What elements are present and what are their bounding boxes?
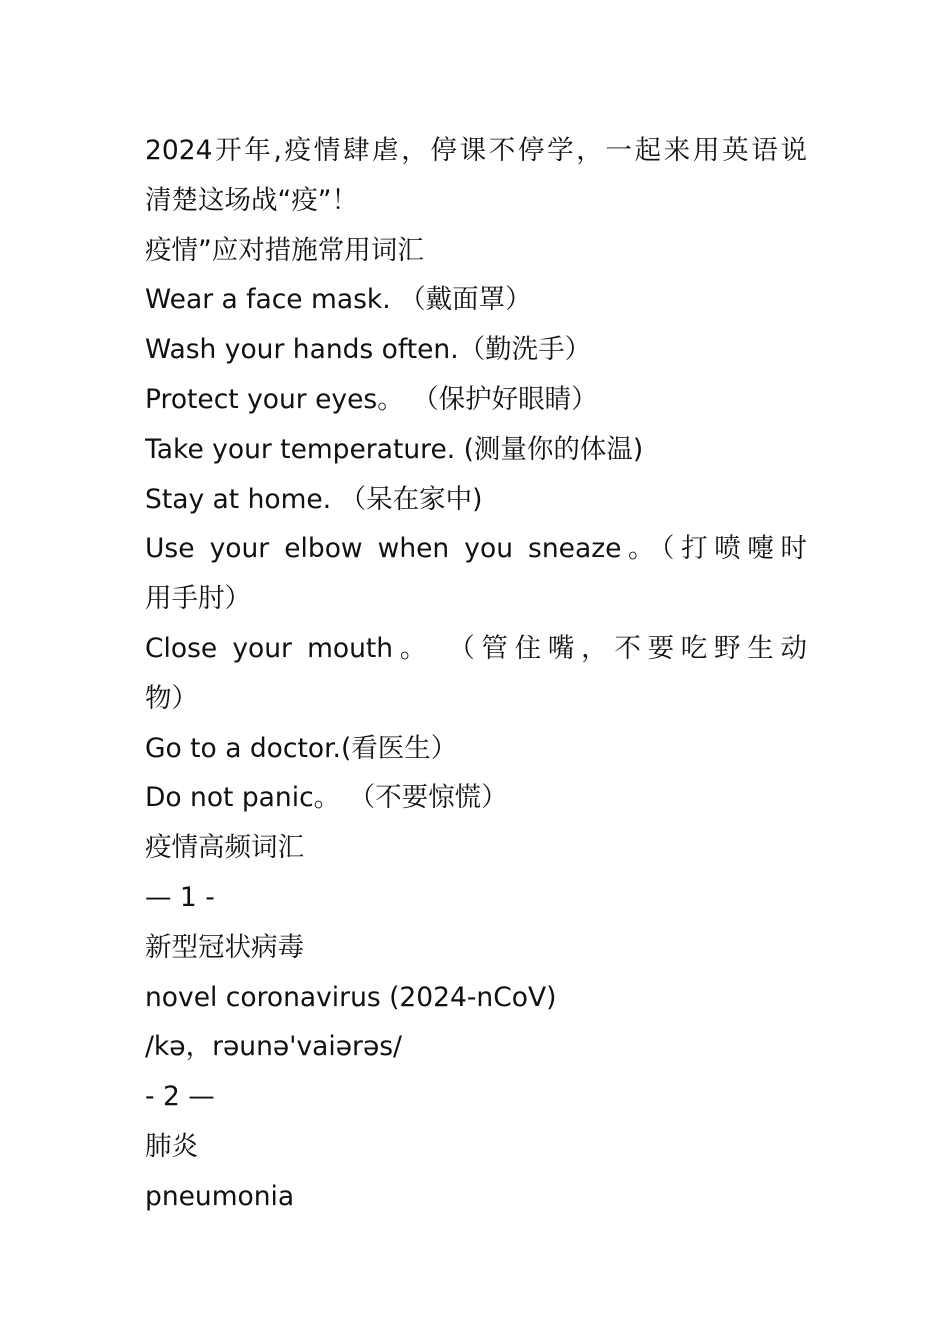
measure-elbow-line-1: Use your elbow when you sneaze。（打喷嚏时 xyxy=(145,533,807,565)
term-chinese-pneumonia: 肺炎 xyxy=(145,1130,198,1162)
term-english-coronavirus: novel coronavirus (2024-nCoV) xyxy=(145,981,557,1013)
section-heading-vocabulary: 疫情高频词汇 xyxy=(145,832,304,864)
intro-line-1: 2024开年,疫情肆虐，停课不停学，一起来用英语说 xyxy=(145,135,807,166)
measure-protect-eyes: Protect your eyes。 （保护好眼睛） xyxy=(145,383,598,415)
measure-elbow-line-2: 用手肘） xyxy=(145,583,251,615)
measure-close-mouth-line-2: 物） xyxy=(145,682,198,714)
item-number-2: - 2 — xyxy=(145,1081,215,1113)
measure-no-panic: Do not panic。 （不要惊慌） xyxy=(145,782,508,814)
measure-doctor: Go to a doctor.(看医生） xyxy=(145,732,458,764)
section-heading-measures: 疫情”应对措施常用词汇 xyxy=(145,234,424,266)
measure-wash-hands: Wash your hands often.（勤洗手） xyxy=(145,334,592,366)
document-page xyxy=(145,126,807,1222)
intro-line-2: 清楚这场战“疫”！ xyxy=(145,184,358,216)
term-english-pneumonia: pneumonia xyxy=(145,1180,295,1212)
measure-face-mask: Wear a face mask. （戴面罩） xyxy=(145,284,532,316)
term-chinese-coronavirus: 新型冠状病毒 xyxy=(145,931,304,963)
measure-close-mouth-line-1: Close your mouth。 （管住嘴，不要吃野生动 xyxy=(145,632,807,664)
measure-stay-home: Stay at home. （呆在家中) xyxy=(145,483,483,515)
measure-temperature: Take your temperature. (测量你的体温) xyxy=(145,433,644,465)
item-number-1: — 1 - xyxy=(145,881,215,913)
term-phonetic-coronavirus: /kə，rəunə'vaiərəs/ xyxy=(145,1031,402,1063)
